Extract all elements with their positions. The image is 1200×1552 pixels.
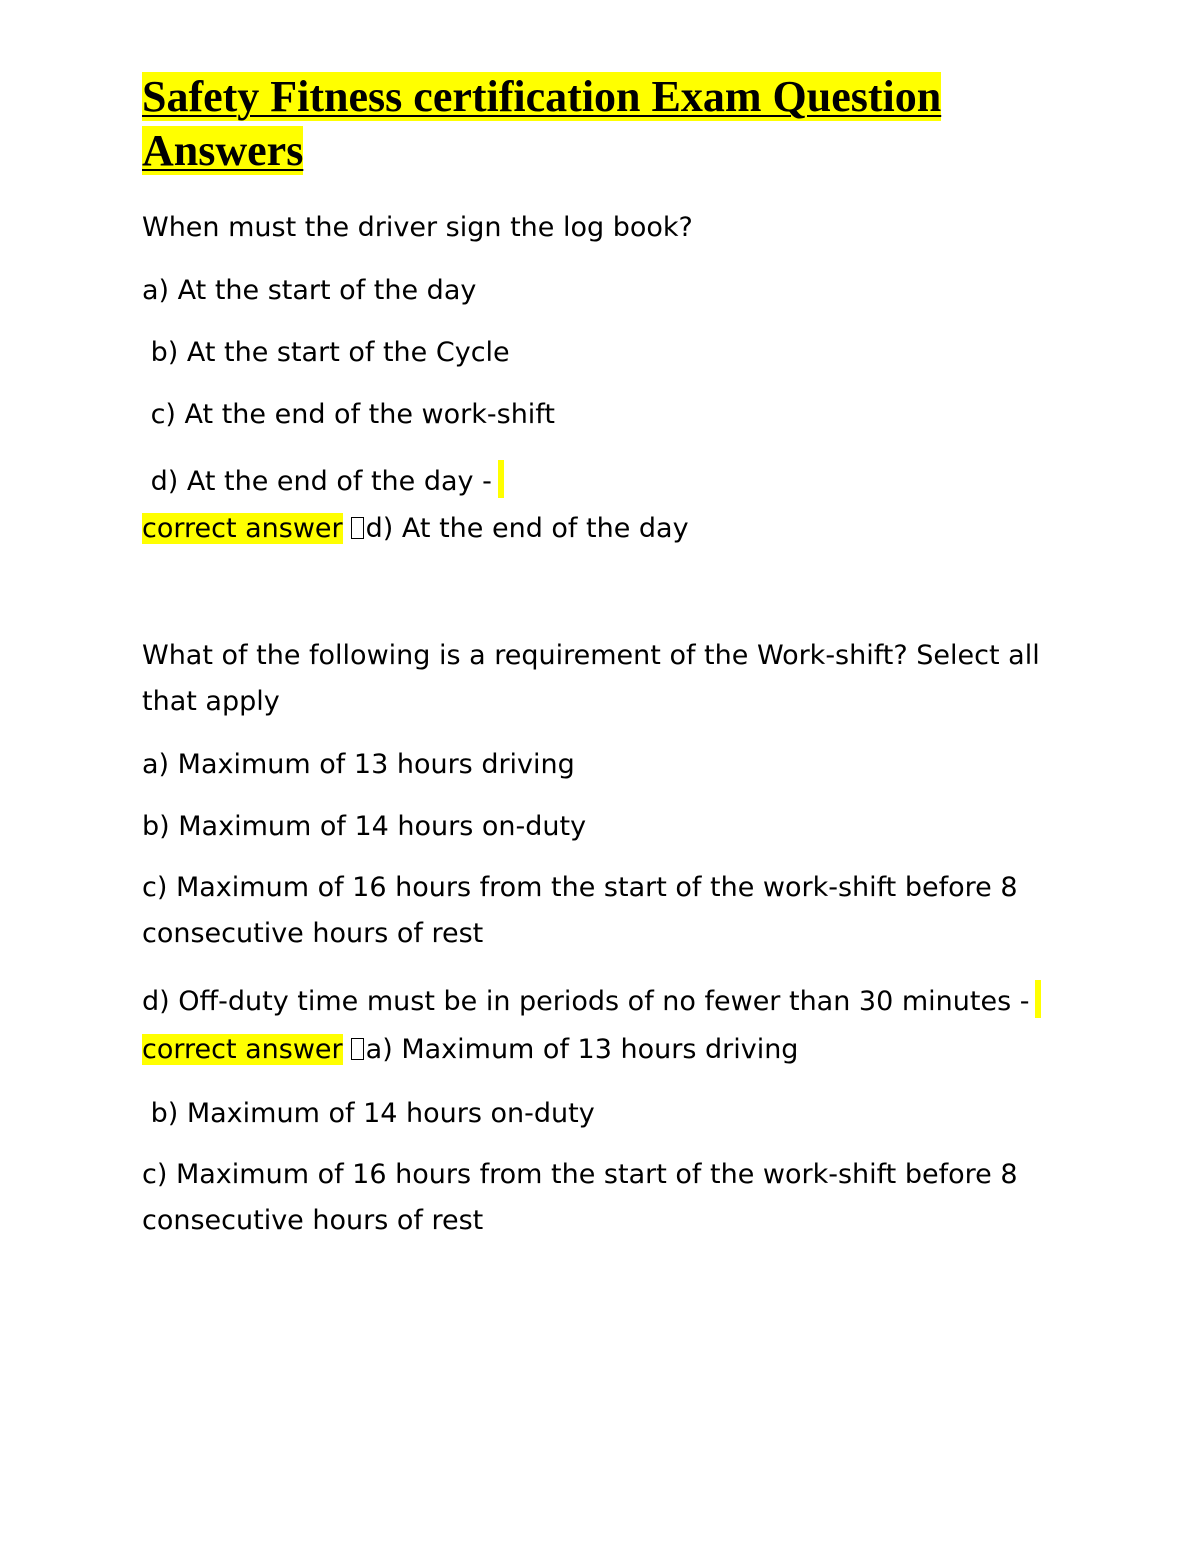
q2-option-d-row [142, 980, 1041, 1020]
q1-option-a: a) At the start of the day [142, 275, 477, 306]
q2-answer-a: a) Maximum of 13 hours driving [365, 1034, 799, 1065]
highlight-mark [1035, 980, 1041, 1018]
missing-glyph-icon [351, 1038, 364, 1060]
q1-option-d: d) At the end of the day - [142, 466, 492, 497]
q1-question: When must the driver sign the log book? [142, 212, 693, 243]
q1-option-d-row [142, 460, 504, 500]
q2-option-b: b) Maximum of 14 hours on-duty [142, 811, 587, 842]
q2-option-a: a) Maximum of 13 hours driving [142, 749, 575, 780]
q1-answer-text: d) At the end of the day [365, 513, 689, 544]
missing-glyph-icon [351, 517, 364, 539]
q2-question: What of the following is a requirement of the Work-shift? Select all that apply [142, 640, 1040, 717]
document-title [142, 70, 1062, 178]
highlight-mark [498, 460, 504, 498]
q1-answer-label: correct answer [142, 513, 343, 544]
q1-answer-row [142, 511, 689, 547]
q2-option-d: d) Off-duty time must be in periods of no fewer than 30 minutes - [142, 986, 1030, 1017]
q2-answer-row [142, 1032, 798, 1068]
document-page [142, 70, 1062, 1236]
q2-answer-c: c) Maximum of 16 hours from the start of the work-shift before 8 consecutive hours of rest [142, 1159, 1018, 1236]
q2-answer-label: correct answer [142, 1034, 343, 1065]
q2-answer-b: b) Maximum of 14 hours on-duty [142, 1098, 595, 1129]
title-line-1: Safety Fitness certification Exam Question [142, 72, 942, 121]
q1-option-b: b) At the start of the Cycle [142, 337, 510, 368]
q2-option-c: c) Maximum of 16 hours from the start of the work-shift before 8 consecutive hours of rest [142, 872, 1018, 949]
q1-option-c: c) At the end of the work-shift [142, 399, 555, 430]
title-line-2: Answers [142, 126, 304, 175]
